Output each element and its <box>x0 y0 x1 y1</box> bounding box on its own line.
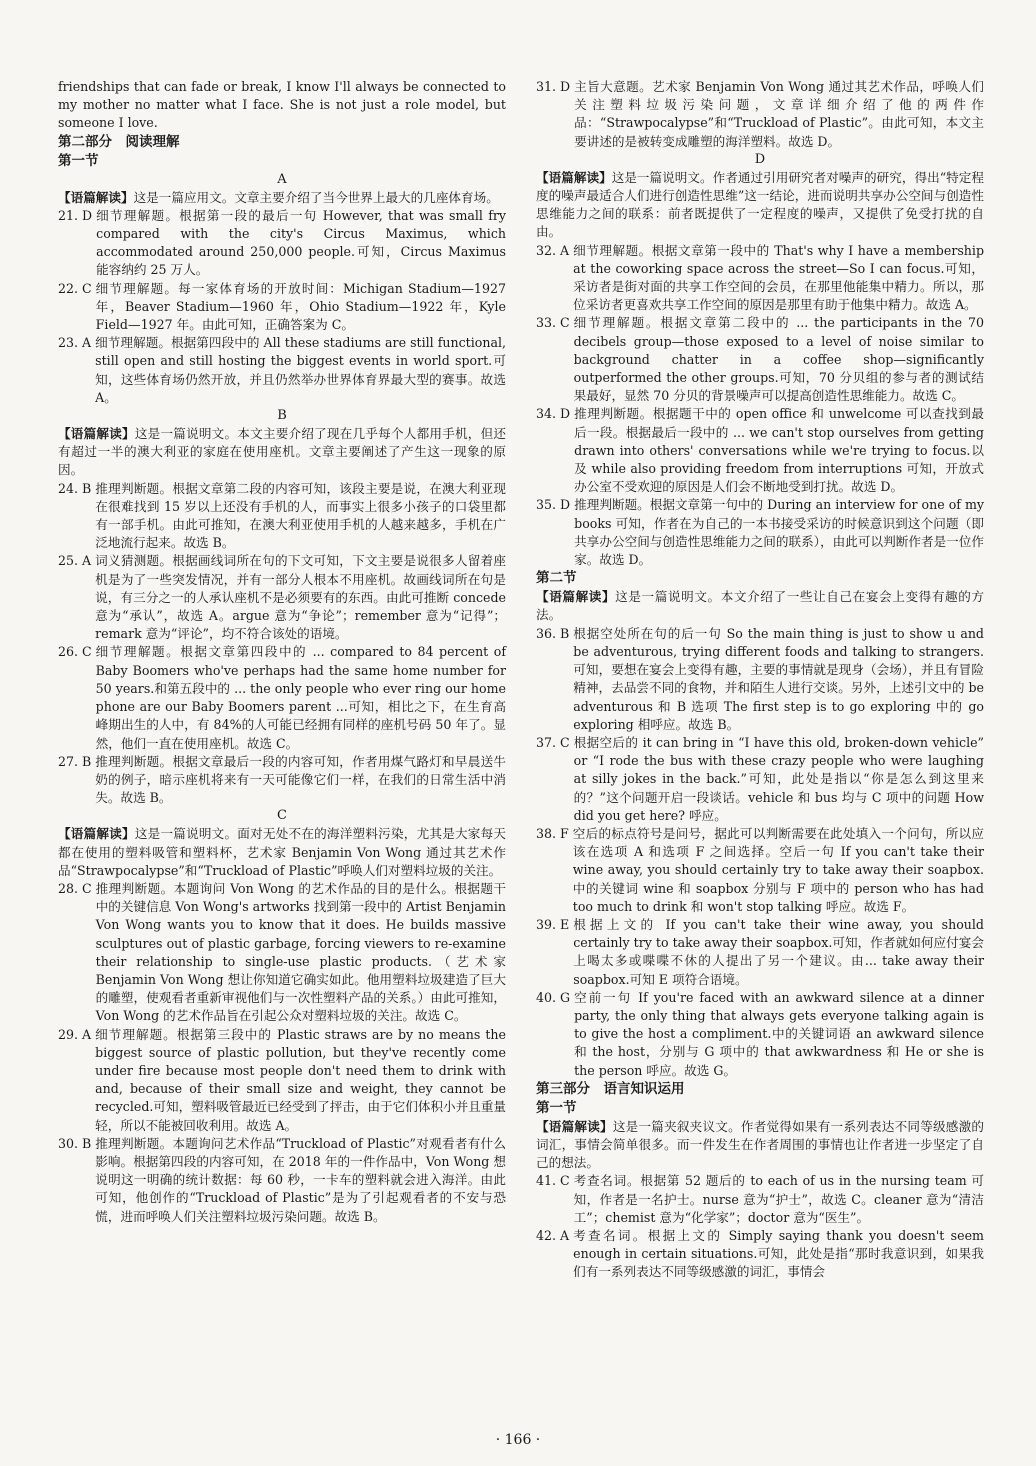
answer-explanation: 空前一句 If you're faced with an awkward silence at a dinner party, the only thing that always gets everyone talking again is to give the host a compliment.中的关键词语 an awkward silence 和 the host，分别与 G 项中的 that awkwardness 和 He or she is the person 呼应。故选 G。 <box>574 989 984 1078</box>
answer-explanation: 细节理解题。根据第一段的最后一句 However, that was small fry compared with the city's Circus Maximus, which accommodated around 250,000 people.可知，Circus Maximus 能容纳约 25 万人。 <box>96 207 506 278</box>
reading-summary <box>58 825 506 880</box>
answer-number: 21. D <box>58 207 93 223</box>
two-column-body <box>58 78 984 1282</box>
passage-letter-b: B <box>277 408 287 424</box>
answer-item <box>536 825 984 916</box>
answer-number: 37. C <box>536 734 570 750</box>
answer-item <box>536 625 984 734</box>
answer-explanation: 根据空处所在句的后一句 So the main thing is just to show u and be adventurous, trying different foods and talking to strangers.可知，要想在宴会上变得有趣，主要的事情就是现身（会场），并且有冒险精神，去品尝不同的食物，并和陌生人进行交谈。另外，上述引文中的 be adventurous 和 B 选项 The first step is to go exploring 中的 go exploring 相呼应。故选 B。 <box>573 625 984 732</box>
answer-number: 39. E <box>536 916 570 932</box>
answer-explanation: 词义猜测题。根据画线词所在句的下文可知，下文主要是说很多人留着座机是为了一些突发情况，并有一部分人根本不用座机。故画线词所在句是说，有三分之一的人承认座机不是必须要有的东西。由此可推断 concede 意为“承认”，故选 A。argue 意为“争论”；remember 意为“记得”；remark 意为“评论”，均不符合该处的语境。 <box>95 553 506 642</box>
answer-number: 36. B <box>536 625 570 641</box>
answer-explanation: 考查名词。根据第 52 题后的 to each of us in the nursing team 可知，作者是一名护士。nurse 意为“护士”，故选 C。cleaner 意为“清洁工”；chemist 意为“化学家”；doctor 意为“医生”。 <box>573 1173 984 1225</box>
page-number: · 166 · <box>495 1432 541 1448</box>
answer-item <box>58 1135 506 1226</box>
answer-item <box>58 643 506 752</box>
answer-explanation: 推理判断题。根据文章最后一段的内容可知，作者用煤气路灯和早晨送牛奶的例子，暗示座机将来有一天可能像它们一样，在我们的日常生活中消失。故选 B。 <box>95 753 506 806</box>
intro-paragraph: friendships that can fade or break, I know I'll always be connected to my mother no matter what I face. She is not just a role model, but someone I love. <box>58 79 506 131</box>
part-heading: 第二部分 阅读理解 <box>58 133 180 150</box>
answer-number: 33. C <box>536 315 570 331</box>
reading-text: 这是一篇说明文。本文主要介绍了现在几乎每个人都用手机，但还有超过一半的澳大利亚的家庭在使用座机。文章主要阐述了产生这一现象的原因。 <box>58 426 507 478</box>
section-heading: 第二节 <box>536 570 577 587</box>
answer-number: 31. D <box>536 79 571 94</box>
answer-explanation: 空后的标点符号是问号，据此可以判断需要在此处填入一个问句，所以应该在选项 A 和选项 F 之间选择。空后一句 If you can't take their wine away, you should certainly try to take away their soapbox.中的关键词 wine 和 soapbox 分别与 F 项中的 person who has had too much to drink 和 won't stop talking 呼应。故选 F。 <box>572 825 984 914</box>
answer-explanation: 细节理解题。根据第四段中的 All these stadiums are still functional, still open and still hosting the biggest events in world sport.可知，这些体育场仍然开放，并且仍然举办世界体育界最大型的赛事。故选 A。 <box>95 335 506 405</box>
answer-explanation: 推理判断题。本题询问艺术作品“Truckload of Plastic”对观看者有什么影响。根据第四段的内容可知，在 2018 年的一件作品中，Von Wong 想说明这一明确的统计数据：每 60 秒，一卡车的塑料就会进入海洋。由此可知，他创作的“Truckload of Plastic”是为了引起观看者的不安与恐慌，进而呼唤人们关注塑料垃圾污染问题。故选 B。 <box>95 1135 506 1224</box>
answer-explanation: 细节理解题。根据文章第二段中的 ... the participants in the 70 decibels group—those exposed to a level of noise similar to background chatter in a coffee shop—significantly outperformed the other groups.可知，70 分贝组的参与者的测试结果最好，显然 70 分贝的背景噪声可以提高创造性思维能力。故选 C。 <box>573 315 984 404</box>
answer-item <box>536 989 984 1080</box>
answer-number: 35. D <box>536 497 571 513</box>
answer-number: 24. B <box>58 480 92 496</box>
answer-item <box>536 496 984 569</box>
passage-letter-d: D <box>754 151 766 167</box>
passage-letter-c: C <box>277 808 287 824</box>
answer-number: 41. C <box>536 1173 570 1189</box>
answer-item <box>536 1227 984 1282</box>
reading-text: 这是一篇应用文。文章主要介绍了当今世界上最大的几座体育场。 <box>133 189 499 205</box>
reading-summary <box>58 425 506 480</box>
answer-item <box>536 916 984 989</box>
answer-number: 22. C <box>58 280 92 296</box>
answer-explanation: 根据上文的 If you can't take their wine away, you should certainly try to take away their soapbox.可知，作者就如何应付宴会上喝太多或喋喋不休的人提出了另一个建议。由... take away their soapbox.可知 E 项符合语境。 <box>573 916 984 987</box>
answer-number: 26. C <box>58 644 92 660</box>
answer-item <box>58 552 506 643</box>
answer-explanation: 细节理解题。根据文章第一段中的 That's why I have a membership at the coworking space across the street—So I can focus.可知，采访者是街对面的共享工作空间的会员，在那里他能集中精力。所以，那位采访者更喜欢共享工作空间的原因是那里有助于他集中精力。故选 A。 <box>573 242 984 313</box>
reading-tag: 【语篇解读】 <box>58 426 135 442</box>
section-heading: 第一节 <box>536 1099 577 1116</box>
answer-number: 28. C <box>58 880 92 896</box>
answer-item <box>58 334 506 407</box>
reading-summary <box>536 588 984 624</box>
reading-tag: 【语篇解读】 <box>58 189 134 205</box>
answer-explanation: 主旨大意题。艺术家 Benjamin Von Wong 通过其艺术作品，呼唤人们关注塑料垃圾污染问题，文章详细介绍了他的两件作品：“Strawpocalypse”和“Truckload of Plastic”。由此可知，本文主要讲述的是被转变成雕塑的海洋塑料。故选 D。 <box>574 79 984 149</box>
answer-item <box>58 280 506 335</box>
answer-number: 34. D <box>536 406 571 422</box>
reading-tag: 【语篇解读】 <box>58 826 135 842</box>
answer-number: 32. A <box>536 242 570 258</box>
answer-item <box>536 734 984 825</box>
answer-explanation: 推理判断题。本题询问 Von Wong 的艺术作品的目的是什么。根据题干中的关键信息 Von Wong's artworks 找到第一段中的 Artist Benjamin Von Wong wants you to know that it does. He builds massive sculptures out of plastic garbage, forcing viewers to re-examine their relationship to single-use plastic products.（艺术家 Benjamin Von Wong 想让你知道它确实如此。他用塑料垃圾建造了巨大的雕塑，使观看者重新审视他们与一次性塑料产品的关系。）由此可推知，Von Wong 的艺术作品旨在引起公众对塑料垃圾的关注。故选 C。 <box>95 880 506 1024</box>
reading-tag: 【语篇解读】 <box>536 1118 613 1134</box>
reading-text: 这是一篇说明文。本文介绍了一些让自己在宴会上变得有趣的方法。 <box>536 589 985 623</box>
reading-tag: 【语篇解读】 <box>536 589 616 605</box>
right-column <box>536 78 984 1282</box>
part-heading: 第三部分 语言知识运用 <box>536 1080 685 1097</box>
answer-number: 25. A <box>58 553 92 569</box>
answer-number: 27. B <box>58 753 92 769</box>
answer-item <box>58 480 506 553</box>
answer-number: 23. A <box>58 335 92 351</box>
answer-item <box>58 880 506 1026</box>
answer-item <box>536 78 984 151</box>
reading-text: 这是一篇说明文。面对无处不在的海洋塑料污染，尤其是大家每天都在使用的塑料吸管和塑料杯，艺术家 Benjamin Von Wong 通过其艺术作品“Strawpocalypse”和“Truckload of Plastic”呼唤人们对塑料垃圾的关注。 <box>58 826 507 878</box>
answer-explanation: 推理判断题。根据文章第二段的内容可知，该段主要是说，在澳大利亚现在很难找到 15 岁以上还没有手机的人，而事实上很多小孩子的口袋里都有一部手机。由此可推知，在澳大利亚使用手机的人越来越多，手机在广泛地流行起来。故选 B。 <box>95 480 506 551</box>
answer-number: 38. F <box>536 825 569 841</box>
answer-number: 40. G <box>536 989 571 1005</box>
answer-item <box>58 1026 506 1135</box>
answer-number: 29. A <box>58 1026 92 1042</box>
reading-summary <box>58 189 506 207</box>
answer-explanation: 推理判断题。根据文章第一句中的 During an interview for one of my books 可知，作者在为自己的一本书接受采访的时候意识到这个问题（即共享办公空间与创造性思维能力之间的联系），由此可以判断作者是一位作家。故选 D。 <box>574 497 984 568</box>
answer-item <box>536 405 984 496</box>
section-heading: 第一节 <box>58 152 99 169</box>
answer-explanation: 细节理解题。根据文章第四段中的 ... compared to 84 percent of Baby Boomers who've perhaps had the same home number for 50 years.和第五段中的 ... the only people who ever ring our home phone are our Baby Boomers parent ...可知，相比之下，在生育高峰期出生的人中，有 84%的人可能已经拥有同样的座机号码 50 年了。显然，他们一直在使用座机。故选 C。 <box>95 644 506 751</box>
answer-explanation: 根据空后的 it can bring in “I have this old, broken-down vehicle” or “I rode the bus with these crazy people who were laughing at silly jokes in the back.”可知，此处是指以“你是怎么到这里来的？”这个问题开启一段谈话。vehicle 和 bus 均与 C 项中的问题 How did you get here? 呼应。 <box>573 734 984 823</box>
answer-explanation: 推理判断题。根据题干中的 open office 和 unwelcome 可以查找到最后一段。根据最后一段中的 ... we can't stop ourselves from getting drawn into others' conversations while we're trying to focus.以及 while also providing freedom from interruptions 可知，开放式办公室不受欢迎的原因是人们会不断地受到打扰。故选 D。 <box>574 406 984 495</box>
answer-item <box>58 753 506 808</box>
reading-summary <box>536 1118 984 1173</box>
passage-letter-a: A <box>277 171 287 187</box>
answer-number: 30. B <box>58 1135 92 1151</box>
answer-explanation: 细节理解题。每一家体育场的开放时间：Michigan Stadium—1927 年，Beaver Stadium—1960 年，Ohio Stadium—1922 年，Kyle Field—1927 年。由此可知，正确答案为 C。 <box>95 280 506 333</box>
reading-summary <box>536 169 984 242</box>
reading-text: 这是一篇说明文。作者通过引用研究者对噪声的研究，得出“特定程度的噪声最适合人们进行创造性思维”这一结论，进而说明共享办公空间与创造性思维能力之间的联系：前者既提供了一定程度的噪声，又提供了免受打扰的自由。 <box>536 169 984 240</box>
left-column <box>58 78 506 1282</box>
answer-item <box>536 242 984 315</box>
answer-item <box>536 314 984 405</box>
answer-explanation: 考查名词。根据上文的 Simply saying thank you doesn't seem enough in certain situations.可知，此处是指“那时我意识到，如果我们有一系列表达不同等级感激的词汇，事情会 <box>573 1227 984 1280</box>
answer-explanation: 细节理解题。根据第三段中的 Plastic straws are by no means the biggest source of plastic pollution, but they've recently come under fire because most people don't need them to drink with and, because of their small size and weight, they cannot be recycled.可知，塑料吸管最近已经受到了抨击，由于它们体积小并且重量轻，所以不能被回收利用。故选 A。 <box>95 1026 507 1133</box>
answer-number: 42. A <box>536 1227 570 1243</box>
reading-text: 这是一篇夹叙夹议文。作者觉得如果有一系列表达不同等级感激的词汇，事情会简单很多。而一件发生在作者周围的事情也让作者进一步坚定了自己的想法。 <box>536 1118 985 1171</box>
reading-tag: 【语篇解读】 <box>536 169 612 185</box>
answer-item <box>58 207 506 280</box>
answer-item <box>536 1172 984 1227</box>
